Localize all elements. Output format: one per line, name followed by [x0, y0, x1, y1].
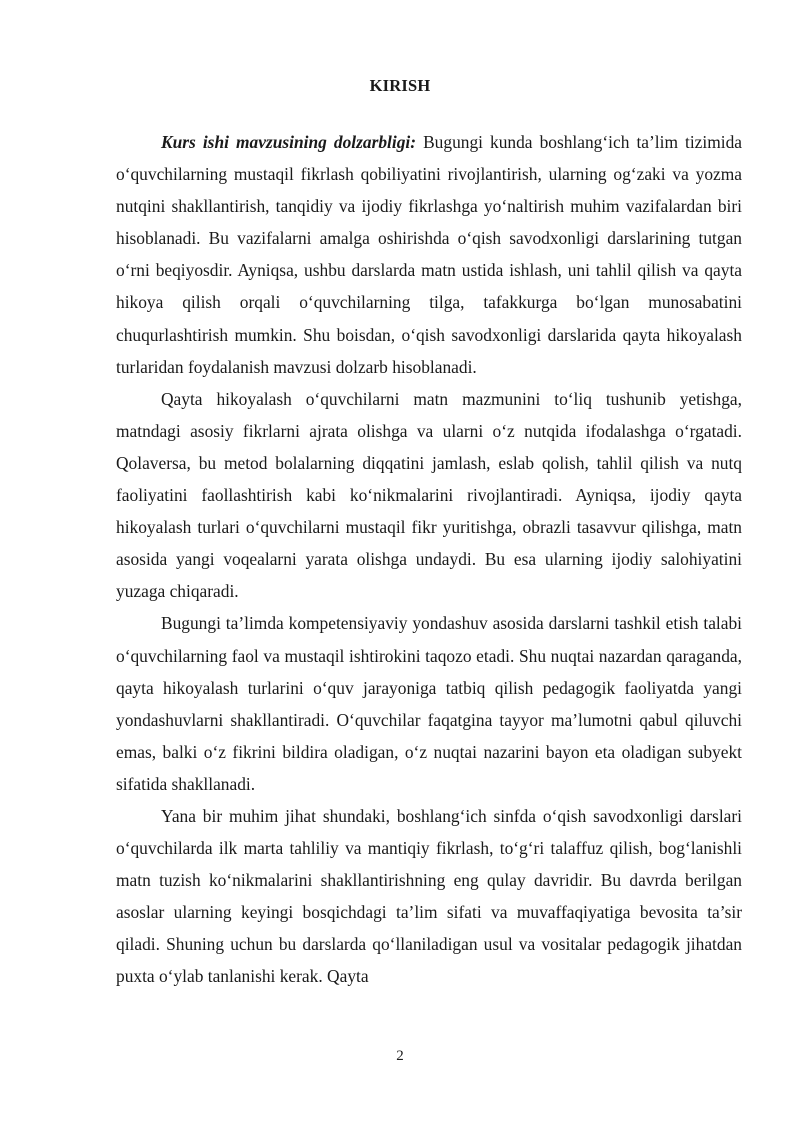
paragraph-text: Bugungi ta’limda kompetensiyaviy yondashuv asosida darslarni tashkil etish talabi o‘quvchilarning faol va mustaqil ishtirokini taqozo etadi. Shu nuqtai nazardan qaraganda, qayta hikoyalash turlarini o‘quv jarayoniga tatbiq qilish pedagogik faoliyatda yangi yondashuvlarni shakllantiradi. O‘quvchilar faqatgina tayyor ma’lumotni qabul qiluvchi emas, balki o‘z fikrini bildira oladigan, o‘z nuqtai nazarini bayon eta oladigan subyekt sifatida shakllanadi.: [116, 613, 742, 794]
page-number: 2: [396, 1048, 404, 1064]
paragraph-text: Qayta hikoyalash o‘quvchilarni matn mazmunini to‘liq tushunib yetishga, matndagi asosiy fikrlarni ajrata olishga va ularni o‘z nutqida ifodalashga o‘rgatadi. Qolaversa, bu metod bolalarning diqqatini jamlash, eslab qolish, tahlil qilish va nutq faoliyatini faollashtirish kabi ko‘nikmalarini rivojlantiradi. Ayniqsa, ijodiy qayta hikoyalash turlari o‘quvchilarni mustaqil fikr yuritishga, obrazli tasavvur qilishga, matn asosida yangi voqealarni yarata olishga undaydi. Bu esa ularning ijodiy salohiyatini yuzaga chiqaradi.: [116, 388, 742, 602]
paragraph-retelling: [116, 383, 742, 608]
body-text: [116, 126, 742, 993]
paragraph-relevance: [116, 126, 742, 383]
paragraph-lead: Kurs ishi mavzusining dolzarbligi:: [161, 132, 417, 152]
paragraph-competency: [116, 607, 742, 800]
paragraph-text: Yana bir muhim jihat shundaki, boshlang‘ich sinfda o‘qish savodxonligi darslari o‘quvchilarda ilk marta tahliliy va mantiqiy fikrlash, to‘g‘ri talaffuz qilish, bog‘lanishli matn tuzish ko‘nikmalarini shakllantirishning eng qulay davridir. Bu davrda berilgan asoslar ularning keyingi bosqichdagi ta’lim sifati va muvaffaqiyatiga bevosita ta’sir qiladi. Shuning uchun bu darslarda qo‘llaniladigan usul va vositalar pedagogik jihatdan puxta o‘ylab tanlanishi kerak. Qayta: [116, 805, 742, 987]
paragraph-primary-school: [116, 800, 742, 993]
paragraph-text: Bugungi kunda boshlang‘ich ta’lim tizimida o‘quvchilarning mustaqil fikrlash qobiliyatini rivojlantirish, ularning og‘zaki va yozma nutqini shakllantirish, tanqidiy va ijodiy fikrlashga yo‘naltirish muhim vazifalardan biri hisoblanadi. Bu vazifalarni amalga oshirishda o‘qish savodxonligi darslarining tutgan o‘rni beqiyosdir. Ayniqsa, ushbu darslarda matn ustida ishlash, uni tahlil qilish va qayta hikoya qilish orqali o‘quvchilarning tilga, tafakkurga bo‘lgan munosabatini chuqurlashtirish mumkin. Shu boisdan, o‘qish savodxonligi darslarida qayta hikoyalash turlaridan foydalanish mavzusi dolzarb hisoblanadi.: [116, 132, 743, 377]
page-title: KIRISH: [369, 76, 431, 95]
